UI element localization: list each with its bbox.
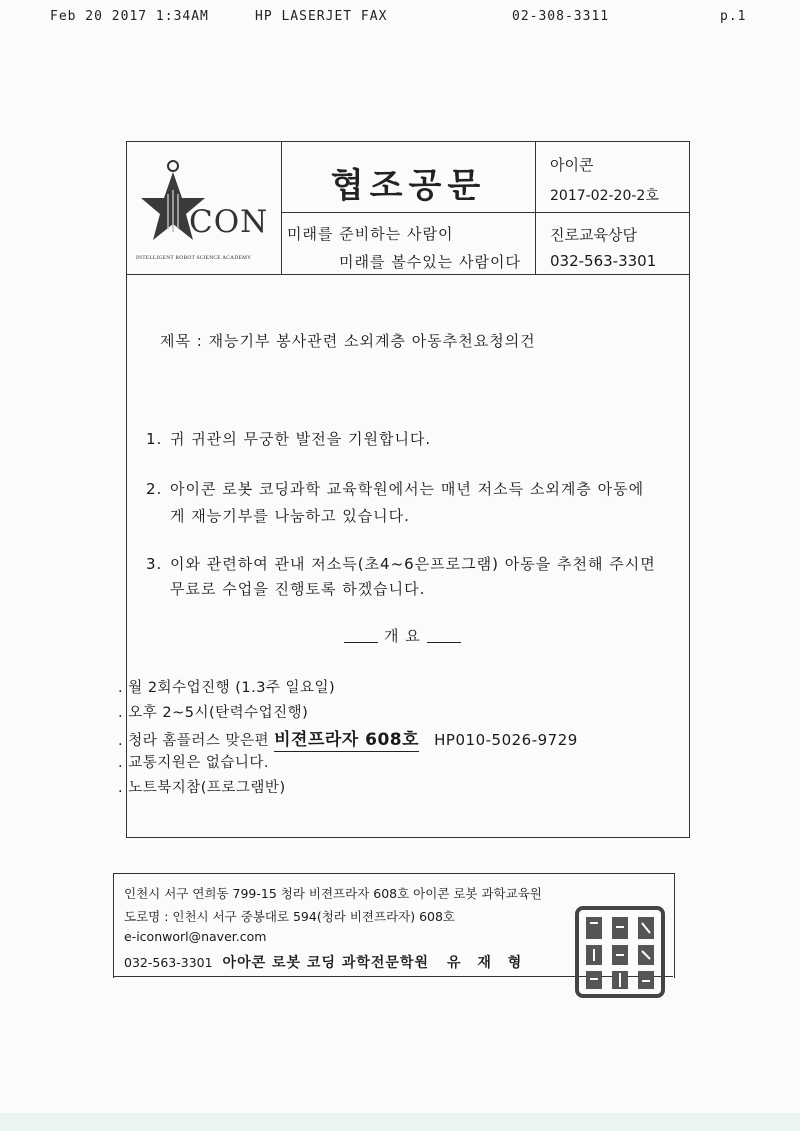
outline-item-venue: [118, 725, 578, 750]
subject-line: 제목 : 재능기부 봉사관련 소외계층 아동추천요청의건: [160, 332, 536, 350]
footer-address: 인천시 서구 연희동 799-15 청라 비젼프라자 608호 아이콘 로봇 과학교육원: [124, 886, 542, 901]
fax-date: Feb 20 2017 1:34AM: [50, 9, 209, 24]
fax-device: HP LASERJET FAX: [255, 9, 388, 24]
paragraph-number: 1.: [146, 430, 163, 448]
outline-item: . 월 2회수업진행 (1.3주 일요일): [118, 680, 336, 696]
outline-item: . 교통지원은 없습니다.: [118, 755, 269, 771]
outline-item: . 오후 2~5시(탄력수업진행): [118, 705, 309, 721]
outline-heading: [338, 625, 467, 646]
contact-cell: [536, 213, 689, 274]
paragraph-text: 이와 관련하여 관내 저소득(초4~6은프로그램) 아동을 추천해 주시면: [170, 555, 656, 573]
underline-mark: [344, 642, 378, 643]
footer-representative: 유 재 형: [446, 955, 528, 971]
footer-signature-line: [124, 952, 527, 972]
logo-cell: [127, 142, 282, 274]
paragraph-text: 귀 귀관의 무궁한 발전을 기원합니다.: [170, 430, 432, 448]
header-divider: [127, 274, 689, 275]
doc-info-cell: [536, 142, 689, 213]
fax-header: [0, 9, 800, 29]
underline-mark: [427, 642, 461, 643]
footer-academy: 아아콘 로봇 코딩 과학전문학원: [222, 955, 429, 971]
paragraph-2-cont: 게 재능기부를 나눔하고 있습니다.: [170, 507, 410, 525]
fax-page: p.1: [720, 9, 747, 24]
footer-phone: 032-563-3301: [124, 955, 213, 970]
paragraph-number: 3.: [146, 555, 163, 573]
doc-type-cell: [282, 142, 536, 213]
outline-item: . 청라 홈플러스 맞은편: [118, 733, 269, 749]
fax-phone: 02-308-3311: [512, 9, 610, 24]
scan-edge-band: [0, 1113, 800, 1131]
official-seal-icon: [574, 905, 666, 999]
venue-phone: HP010-5026-9729: [434, 731, 578, 749]
org-name: 아이콘: [550, 156, 594, 174]
paragraph-3: [146, 553, 656, 574]
slogan-cell: [282, 213, 536, 274]
outline-heading-text: 개 요: [384, 627, 421, 645]
venue-name: 비젼프라자 608호: [274, 730, 420, 750]
paragraph-text: 아이콘 로봇 코딩과학 교육학원에서는 매년 저소득 소외계층 아동에: [170, 480, 645, 498]
doc-type-title: 협조공문: [330, 166, 487, 206]
paragraph-3-cont: 무료로 수업을 진행토록 하겠습니다.: [170, 580, 426, 598]
footer-email: e-iconworl@naver.com: [124, 929, 267, 944]
outline-item: . 노트북지참(프로그램반): [118, 780, 286, 796]
counsel-phone: 032-563-3301: [550, 252, 657, 270]
paragraph-1: [146, 428, 431, 449]
counsel-label: 진로교육상담: [550, 226, 637, 244]
paragraph-2: [146, 478, 644, 499]
footer-road-address: 도로명 : 인천시 서구 중봉대로 594(청라 비젼프라자) 608호: [124, 909, 455, 924]
logo-wordmark: CON: [189, 204, 269, 240]
slogan-line-2: 미래를 볼수있는 사람이다: [339, 253, 521, 271]
logo-tagline: INTELLIGENT ROBOT SCIENCE ACADEMY: [136, 255, 252, 261]
doc-number: 2017-02-20-2호: [550, 188, 659, 204]
paragraph-number: 2.: [146, 480, 163, 498]
slogan-line-1: 미래를 준비하는 사람이: [287, 225, 454, 243]
